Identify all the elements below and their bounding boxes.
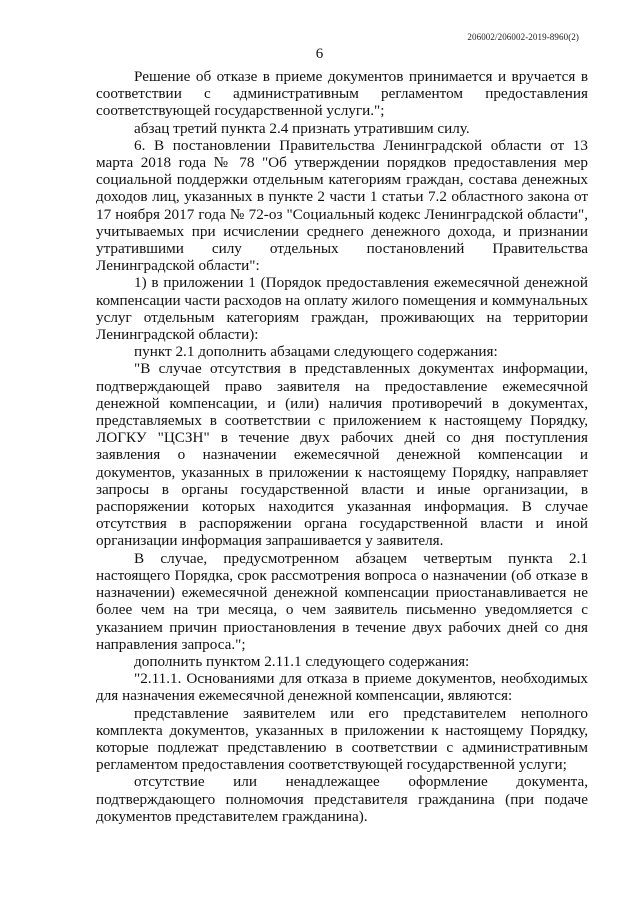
paragraph-incomplete-documents: представление заявителем или его представителем неполного комплекта документов, указанных в приложении к настоящему Порядку, которые подлежат представлению в соответствии с административным регламентом предоставления соответствующей государственной услуги; xyxy=(96,704,588,774)
paragraph-suspension: В случае, предусмотренном абзацем четвертым пункта 2.1 настоящего Порядка, срок рассмотрения вопроса о назначении (об отказе в назначении) ежемесячной денежной компенсации приостанавливается не более чем на три месяца, о чем заявитель письменно уведомляется с указанием причин приостановления в течение двух рабочих дней со дня направления запроса."; xyxy=(96,549,588,653)
paragraph-clause-2-11-1-intro: дополнить пунктом 2.11.1 следующего содержания: xyxy=(134,652,470,670)
paragraph-authority-document: отсутствие или ненадлежащее оформление документа, подтверждающего полномочия представителя гражданина (при подаче документов представителем гражданина). xyxy=(96,773,588,825)
paragraph-clause-2-1-intro: пункт 2.1 дополнить абзацами следующего содержания: xyxy=(134,343,498,361)
paragraph-refusal-decision: Решение об отказе в приеме документов принимается и вручается в соответствии с административным регламентом предоставления соответствующей государственной услуги."; xyxy=(96,68,588,120)
paragraph-missing-info: "В случае отсутствия в представленных документах информации, подтверждающей право заявителя на предоставление ежемесячной денежной компенсации, и (или) наличия противоречий в документах, представляемых в соответствии с приложением к настоящему Порядку, ЛОГКУ "ЦСЗН" в течение двух рабочих дней со дня поступления заявления о назначении ежемесячной денежной компенсации и документов, указанных в приложении к настоящему Порядку, направляет запросы в органы государственной власти и иные организации, в распоряжении которых находится указанная информация. В случае отсутствия в распоряжении органа государственной власти и иной организации информация запрашивается у заявителя. xyxy=(96,360,588,550)
paragraph-clause-2-4: абзац третий пункта 2.4 признать утратившим силу. xyxy=(134,119,470,137)
page-number: 6 xyxy=(315,46,324,62)
paragraph-item-6: 6. В постановлении Правительства Ленинградской области от 13 марта 2018 года № 78 "Об утверждении порядков предоставления мер социальной поддержки отдельным категориям граждан, состава денежных доходов лиц, указанных в пункте 2 части 1 статьи 7.2 областного закона от 17 ноября 2017 года № 72-оз "Социальный кодекс Ленинградской области", учитываемых при исчислении среднего денежного дохода, и признании утратившими силу отдельных постановлений Правительства Ленинградской области": xyxy=(96,136,588,275)
document-id: 206002/206002-2019-8960(2) xyxy=(467,32,579,42)
paragraph-appendix-1: 1) в приложении 1 (Порядок предоставления ежемесячной денежной компенсации части расходов на оплату жилого помещения и коммунальных услуг отдельным категориям граждан, проживающих на территории Ленинградской области): xyxy=(96,274,588,344)
paragraph-clause-2-11-1: "2.11.1. Основаниями для отказа в приеме документов, необходимых для назначения ежемесячной денежной компенсации, являются: xyxy=(96,670,588,705)
document-body xyxy=(96,68,588,825)
